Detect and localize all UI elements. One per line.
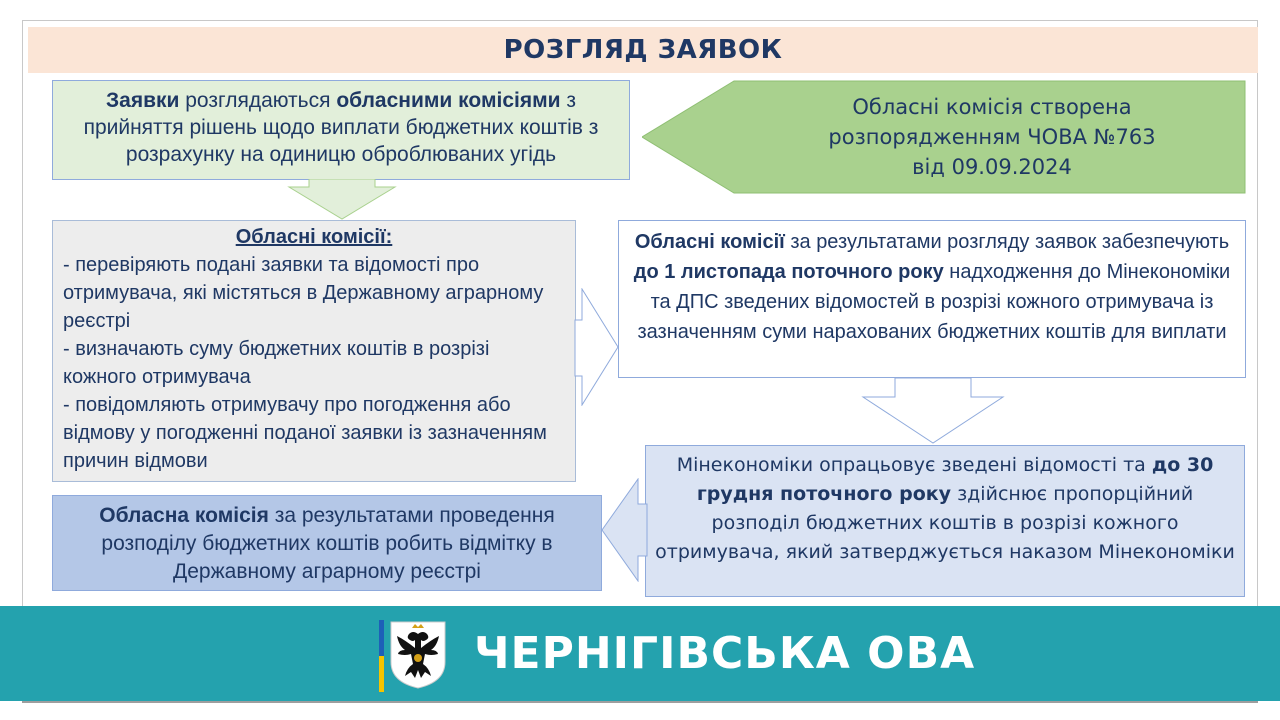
deadline-november: до 1 листопада поточного року [633,261,944,283]
registry-box [52,495,602,591]
applications-text-1: розглядаються [179,89,337,112]
commissions-duties-box [52,220,576,482]
created-line-2: розпорядженням ЧОВА №763 [828,125,1156,149]
commission-created-box [642,80,1246,194]
applications-text-2: з прийняття рішень щодо виплати бюджетних коштів з розрахунку на одиницю оброблюваних угідь [83,89,599,166]
bottom-divider [0,701,1280,720]
duty-item-3: - повідомляють отримувачу про погодження або відмову у погодженні поданої заявки із зазначенням причин відмови [63,394,547,472]
submission-term: Обласні комісії [634,231,785,253]
ministry-text-1: Мінекономіки опрацьовує зведені відомості та [676,454,1152,476]
arrow-right-1 [574,288,620,406]
registry-term: Обласна комісія [99,504,269,527]
duty-item-1: - перевіряють подані заявки та відомості про отримувача, які містяться в Державному аграрному реєстрі [63,254,544,332]
applications-term: Заявки [105,89,180,112]
page-title: РОЗГЛЯД ЗАЯВОК [503,35,783,65]
commissions-heading: Обласні комісії: [235,226,393,248]
submission-text-1: за результатами розгляду заявок забезпечують [784,231,1230,253]
submission-text-2: надходження до Мінекономіки та ДПС зведених відомостей в розрізі кожного отримувача із зазначенням суми нарахованих бюджетних коштів для виплати [637,261,1231,343]
submission-box [618,220,1246,378]
applications-box [52,80,630,180]
arrow-down-1 [287,179,397,221]
footer-title: ЧЕРНІГІВСЬКА ОВА [474,628,976,679]
created-line-1: Обласні комісія створена [852,95,1132,119]
registry-text: за результатами проведення розподілу бюджетних коштів робить відмітку в Державному аграрному реєстрі [101,504,555,583]
title-banner [28,27,1258,73]
deadline-december: до 30 грудня поточного року [696,454,1214,505]
arrow-down-2 [861,377,1005,445]
created-line-3: від 09.09.2024 [912,155,1072,179]
ministry-box [645,445,1245,597]
chernihiv-emblem-icon [389,620,447,690]
ministry-text-2: здійснює пропорційний розподіл бюджетних коштів в розрізі кожного отримувача, який затверджується наказом Мінекономіки [655,483,1235,563]
ukraine-flag-bar [379,620,384,692]
regional-commissions-term: обласними комісіями [336,89,561,112]
duty-item-2: - визначають суму бюджетних коштів в розрізі кожного отримувача [63,338,490,388]
arrow-left-1 [600,478,648,582]
